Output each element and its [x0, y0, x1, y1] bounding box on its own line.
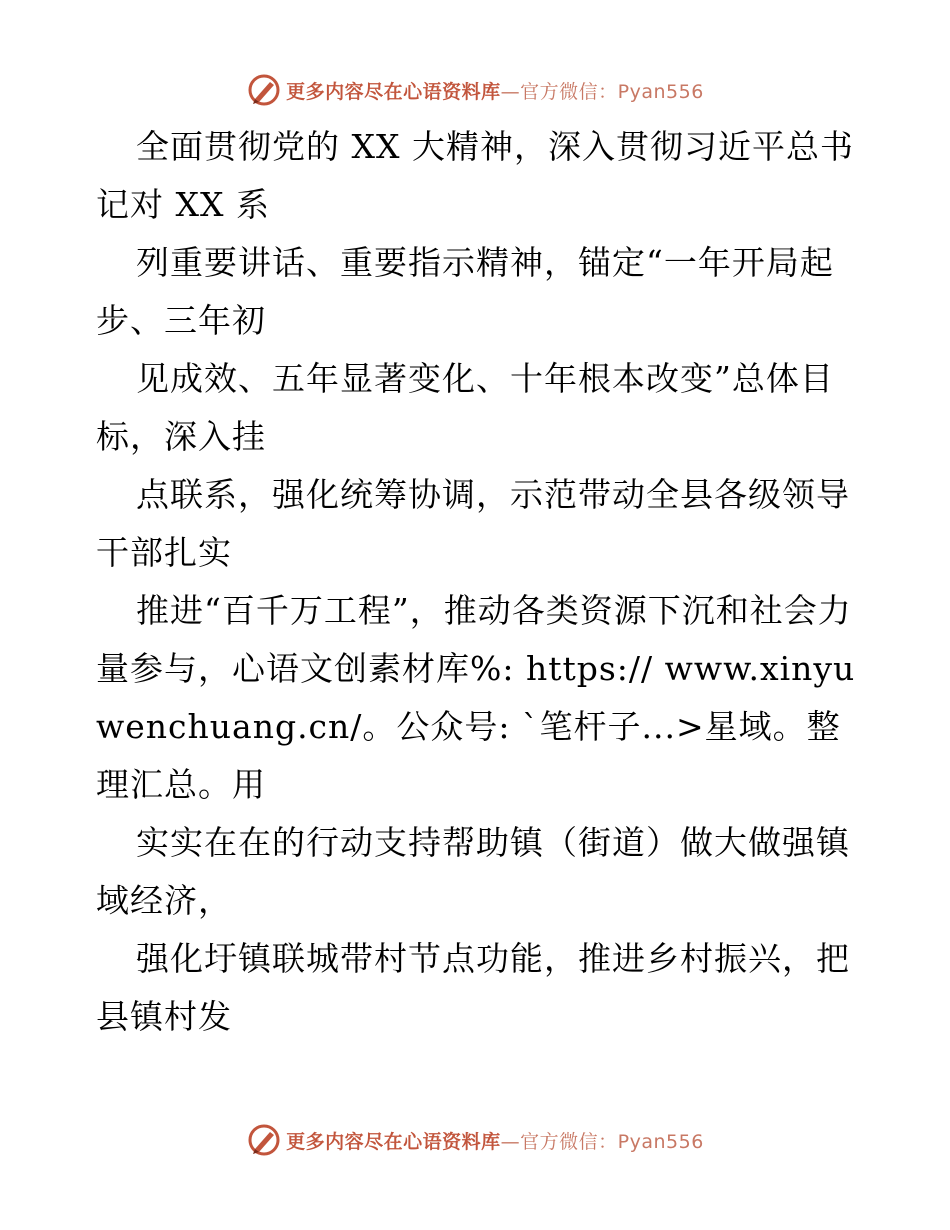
paragraph-5: 推进“百千万工程”，推动各类资源下沉和社会力量参与，心语文创素材库%: https:// www.xinyuwenchuang.cn/。公众号: `笔杆子...>星域。整理汇总。用: [96, 591, 856, 804]
footer-watermark: [0, 1118, 950, 1162]
paragraph-1: 全面贯彻党的 XX 大精神，深入贯彻习近平总书记对 XX 系: [96, 127, 854, 224]
watermark-contact: —官方微信：Pyan556: [500, 1130, 704, 1153]
watermark-main: 更多内容尽在心语资料库: [286, 80, 501, 103]
watermark-text: [286, 77, 704, 104]
watermark-contact: —官方微信：Pyan556: [500, 80, 704, 103]
pen-logo-icon: [246, 72, 282, 108]
document-body: [96, 118, 856, 1046]
paragraph-4: 点联系，强化统筹协调，示范带动全县各级领导干部扎实: [96, 475, 850, 572]
paragraph-2: 列重要讲话、重要指示精神，锚定“一年开局起步、三年初: [96, 243, 834, 340]
watermark-text: [286, 1127, 704, 1154]
watermark-main: 更多内容尽在心语资料库: [286, 1130, 501, 1153]
paragraph-3: 见成效、五年显著变化、十年根本改变”总体目标，深入挂: [96, 359, 834, 456]
header-watermark: [0, 68, 950, 112]
pen-logo-icon: [246, 1122, 282, 1158]
paragraph-7: 强化圩镇联城带村节点功能，推进乡村振兴，把县镇村发: [96, 939, 850, 1036]
paragraph-6: 实实在在的行动支持帮助镇（街道）做大做强镇域经济，: [96, 823, 850, 920]
